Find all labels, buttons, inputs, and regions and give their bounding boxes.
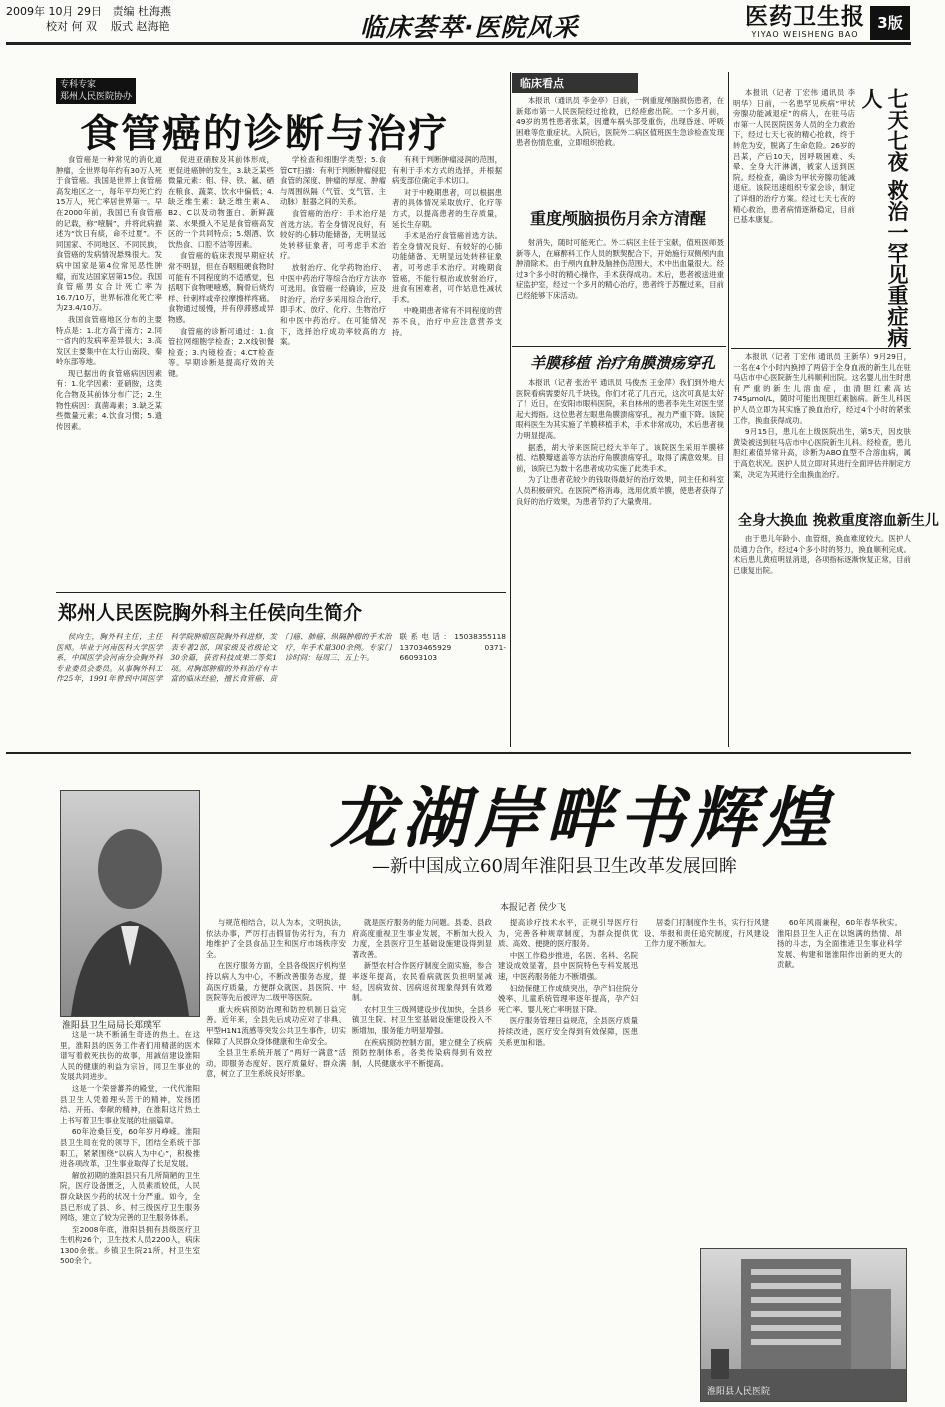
clinic-title-3: 羊膜移植 治疗角膜溃疡穿孔: [530, 354, 716, 372]
feature-paragraph: 解放初期的淮阳县只有几所简陋的卫生院，医疗设备匮乏，人员素质较低，人民群众缺医少药的状况十分严重。如今，全县已形成了县、乡、村三级医疗卫生服务网络，建立了较为完善的卫生服务体系。: [60, 1170, 200, 1223]
masthead: [745, 4, 865, 39]
right-story-2-cont: [733, 534, 911, 746]
section-title: 临床荟萃·医院风采: [360, 13, 579, 42]
page-number-badge: 3版: [870, 6, 910, 40]
profile-text: [56, 632, 506, 744]
right-rule-left: [728, 72, 729, 747]
masthead-pinyin: YIYAO WEISHENG BAO: [751, 30, 859, 39]
feature-paragraph: 居委门打制度作生书，实行行风建设、举报和责任追究制度，行风建设工作力度不断加大。: [644, 918, 769, 949]
right-story-2: [733, 352, 911, 504]
feature-column-4: [498, 918, 638, 1400]
hospital-building-icon: [701, 1249, 906, 1401]
feature-paragraph: 与规范相结合，以人为本，文明执法，依法办事，严厉打击假冒伪劣行为，有力地维护了全县食品卫生和医疗市场秩序安全。: [206, 918, 346, 959]
layout-label: 版式: [111, 20, 133, 33]
feature-column-1: [60, 1030, 200, 1400]
feature-column-2: [206, 918, 346, 1400]
feature-paragraph: 农村卫生三级网建设步伐加快，全县乡镇卫生院、村卫生室基础设施建设投入不断增加，服务能力明显增强。: [352, 1004, 492, 1035]
article-column-1: [56, 155, 162, 587]
feature-paragraph: 重大疾病预防治理和防控机制日益完善。近年来，全县先后成功应对了非典、甲型H1N1流感等突发公共卫生事件，切实保障了人民群众身体健康和生命安全。: [206, 1004, 346, 1046]
feature-column-5: [644, 918, 902, 1243]
right-paragraph: 由于患儿年龄小、血管细，换血难度较大。医护人员通力合作，经过4个多小时的努力，换血顺利完成。术后患儿黄疸明显消退，各项指标逐渐恢复正常，目前已康复出院。: [733, 534, 911, 575]
clinic-divider: [512, 346, 726, 347]
right-title-2: 全身大换血 挽救重度溶血新生儿: [738, 513, 939, 529]
masthead-title: 医药卫生报: [745, 4, 865, 30]
profile-rule-top: [56, 592, 506, 593]
right-title-1: 七天七夜 救治一罕见重症病人: [859, 88, 909, 348]
clinic-story-1: [516, 96, 724, 194]
article-paragraph: 放射治疗、化学药物治疗、中医中药治疗等综合治疗方法亦可选用。食管癌一经确诊，应及时治疗，治疗多采用综合治疗，即手术、放疗、化疗、生物治疗和中医中药治疗。在可能情况下，选择治疗成功率较高的方案。: [280, 262, 386, 347]
profile-paragraph: 侯向生，胸外科主任，主任医师。毕业于河南医科大学医学系，中国医学会河南分会胸外科专业委员会委员。从事胸外科工作25年，1991年曾到中国医学科学院肿瘤医院胸外科进修，发表专著2部，国家级及省级论文30余篇，获省科技成果二等奖1项。对胸部肿瘤的外科治疗有丰富的临床经验，擅长食管癌、贲门癌、肺癌、纵隔肿瘤的手术治疗，年手术量300余例。专家门诊时间：每周三、五上午。: [56, 632, 392, 684]
clinic-paragraph: 本报讯（记者 张治平 通讯员 马俊杰 王金萍）我们到外地大医院看病需要好几千块钱，你们才花了几百元，这次可真是太好了！近日，在安阳市眼科医院，来自林州的患者李先生对医生竖起大拇指。这位患者左眼患角膜溃疡穿孔，视力严重下降。该院眼科医生为其实施了羊膜移植手术，手术非常成功，术后患者视力明显提高。: [516, 378, 724, 440]
feature-paragraph: 医疗服务管理日益规范，全县医疗质量持续改进，医疗安全得到有效保障，医患关系更加和谐。: [498, 1016, 638, 1047]
article-paragraph: 有利于判断肿瘤浸润的范围，有利于手术方式的选择，并根据病变部位确定手术切口。: [392, 155, 502, 186]
clinic-label: 临床看点: [512, 73, 638, 93]
article-paragraph: 对于中晚期患者，可以根据患者的具体情况采取放疗、化疗等方式，以提高患者的生存质量，延长生存期。: [392, 187, 502, 229]
feature-paragraph: 在医疗服务方面，全县各级医疗机构坚持以病人为中心，不断改善服务态度，提高医疗质量，方便群众就医。县医院、中医院等先后被评为二级甲等医院。: [206, 961, 346, 1003]
article-paragraph: 促进亚硝胺及其前体形成，更促进癌肿的发生，3.缺乏某些微量元素：钼、锌、铁、氟、硒在粮食、蔬菜、饮水中偏低；4.缺乏维生素：缺乏维生素A、B2、C以及动物蛋白、新鲜蔬菜、水果摄入不足是食管癌高发区的一个共同特点；5.烟酒、饮饮热食、口腔不洁等因素。: [168, 155, 274, 249]
right-paragraph: 本报讯（记者 丁宏伟 通讯员 李明华）日前，一名患罕见疾病“甲状旁腺功能减退症”的病人，在驻马店市第一人民医院医务人员的全力救治下，经过七天七夜的精心抢救，终于转危为安，脱离了生命危险。26岁的吕某，产后10天，因呼吸困难、头晕、全身大汗淋漓，被家人送到医院。经检查，确诊为甲状旁腺功能减退症。该院迅速组织专家会诊，制定了详细的治疗方案。经过七天七夜的精心救治，患者病情逐渐稳定，目前已基本康复。: [733, 88, 855, 225]
column-tag: [56, 78, 136, 104]
feature-subtitle: —新中国成立60周年淮阳县卫生改革发展回眸: [372, 856, 737, 877]
issue-date: 2009年 10月 29日: [6, 5, 102, 18]
feature-rule-top: [6, 752, 911, 754]
article-paragraph: 中晚期患者常有不同程度的营养不良，治疗中应注意营养支持。: [392, 306, 502, 337]
article-paragraph: 学检查和细胞学类型；5.食管CT扫描：有利于判断肿瘤侵犯食管的深度、肿瘤的厚度、肿瘤与周围纵隔（气管、支气管、主动脉）脏器之间的关系。: [280, 155, 386, 207]
right-paragraph: 9月15日，患儿在上级医院出生，第5天，因皮肤黄染被送到驻马店市中心医院新生儿科。经检查，患儿胆红素值异常升高，诊断为ABO血型不合溶血病，属于高危状况。医护人员立即对其进行全面评估并制定方案，决定为其进行全血换血治疗。: [733, 427, 911, 479]
clinic-story-3: [516, 378, 724, 748]
feature-paragraph: 全县卫生系统开展了“两好一满意”活动，即服务态度好、医疗质量好、群众满意，树立了卫生系统良好形象。: [206, 1048, 346, 1079]
feature-byline: 本报记者 侯少飞: [500, 903, 566, 913]
right-paragraph: 本报讯（记者 丁宏伟 通讯员 王新华）9月29日，一名在4个小时内换掉了两倍于全身血液的新生儿在驻马店市中心医院新生儿科顺利出院。这名婴儿出生时患有严重的新生儿溶血症，血清胆红素高达745μmol/L，随时可能出现胆红素脑病。新生儿科医护人员立即为其实施了换血治疗，经过4个小时的紧张工作，换血获得成功。: [733, 352, 911, 425]
clinic-title-2: 重度颅脑损伤月余方清醒: [530, 209, 707, 228]
feature-paragraph: 提高诊疗技术水平，正规引导医疗行为，完善各种规章制度，为群众提供优质、高效、便捷的医疗服务。: [498, 918, 638, 949]
article-title: 食管癌的诊断与治疗: [80, 112, 450, 157]
proof-name: 何 双: [71, 20, 97, 33]
feature-paragraph: 在疾病预防控制方面，建立健全了疾病预防控制体系，各类传染病得到有效控制，人民健康水平不断提高。: [352, 1037, 492, 1068]
article-column-2: [168, 155, 274, 587]
feature-paragraph: 中医工作稳步推进，名医、名科、名院建设成效显著，县中医院特色专科发展迅速，中医药服务能力不断增强。: [498, 950, 638, 981]
article-paragraph: 食管癌的诊断可通过：1.食管拉网细胞学检查；2.X线钡餐检查；3.内镜检查；4.CT检查等。早期诊断是提高疗效的关键。: [168, 326, 274, 378]
right-story-1: [733, 88, 855, 343]
person-portrait-icon: [61, 791, 199, 1016]
article-paragraph: 我国食管癌地区分布的主要特点是：1.北方高于南方；2.同一省内的发病率差异很大；3.高发区主要集中在太行山南段、秦岭东部等地。: [56, 314, 162, 367]
header-rule: [6, 42, 911, 45]
feature-paragraph: 新型农村合作医疗制度全面实施，参合率逐年提高，农民看病就医负担明显减轻，因病致贫、因病返贫现象得到有效遏制。: [352, 961, 492, 1003]
feature-paragraph: 就是医疗服务的能力问题。县委、县政府高度重视卫生事业发展，不断加大投入力度，全县医疗卫生基础设施建设得到显著改善。: [352, 918, 492, 959]
article-column-3: [280, 155, 386, 587]
header-meta: [6, 4, 266, 34]
editor-label: 责编: [112, 5, 135, 18]
profile-contact: 联系电话：15038355118 13703465929 0371-66093103: [399, 632, 506, 663]
clinic-story-2: [516, 238, 724, 338]
feature-paragraph: 这是一块不断涌生奇迹的热土。在这里，淮阳县的医务工作者们用精湛的医术谱写着救死扶伤的故事，用誠信建设淮阳人民的健康的利益为宗旨，同卫生事业的发展共同进步。: [60, 1030, 200, 1082]
article-paragraph: 食管癌的临床表现早期症状常不明显，但在吞咽粗硬食物时可能有不同程度的不适感觉，包括咽下食物哽噎感，胸骨后烧灼样、针刺样或牵拉摩擦样疼痛。食物通过缓慢，并有停滞感或异物感。: [168, 251, 274, 324]
feature-title: 龙湖岸畔书辉煌: [330, 779, 834, 857]
feature-paragraph: 妇幼保健工作成绩突出，孕产妇住院分娩率、儿童系统管理率逐年提高，孕产妇死亡率、婴儿死亡率明显下降。: [498, 983, 638, 1014]
clinic-rule-left: [510, 72, 511, 747]
article-column-4: [392, 155, 502, 587]
feature-paragraph: 60年沧桑巨变，60年岁月峥嵘。淮阳县卫生局在党的领导下，团结全系统干部职工，紧紧围绕“以病人为中心”，积极推进各项改革，卫生事业取得了长足发展。: [60, 1127, 200, 1169]
profile-title: 郑州人民医院胸外科主任侯向生简介: [58, 602, 363, 624]
clinic-paragraph: 为了让患者花较少的钱取得最好的治疗效果，同主任和科室人员积极研究。在医院严格消毒，选用优质羊膜，使患者获得了良好的治疗效果，为患者节约了大量费用。: [516, 475, 724, 506]
clinic-paragraph: 据悉，胡大爷来医院已经大半年了。该院医生采用羊膜移植、结膜瓣遮盖等方法治疗角膜溃疡穿孔，取得了满意效果。目前，该院已为数十名患者成功实施了此类手术。: [516, 442, 724, 473]
feature-paragraph: 至2008年底，淮阳县拥有县级医疗卫生机构26个，卫生技术人员2200人，病床1300余张。乡镇卫生院21所，村卫生室500余个。: [60, 1224, 200, 1266]
article-paragraph: 手术是治疗食管癌首选方法。若全身情况良好、有较好的心肺功能储备、无明显远处转移征象者，可考虑手术治疗。对晚期食管癌，不能行根治或放射治疗，进食有困难者，可作姑息性减状手术。: [392, 231, 502, 304]
layout-name: 赵海艳: [136, 20, 170, 33]
hospital-photo-caption: 淮阳县人民医院: [707, 1387, 771, 1397]
proof-label: 校对: [46, 20, 68, 33]
feature-column-3: [352, 918, 492, 1400]
feature-paragraph: 这是一个荣誉蕃养的殿堂，一代代淮阳县卫生人凭着理头苦干的精神，发扬团结、开拓、奉献的精神，在淮阳这片热土上书写着卫生事业发展的壮丽篇章。: [60, 1083, 200, 1125]
portrait-caption: 淮阳县卫生局局长郑璞军: [62, 1021, 162, 1031]
article-paragraph: 食管癌的治疗：手术治疗是首选方法。若全身情况良好，有较好的心肺功能储备，无明显远处转移征象者，可考虑手术治疗。: [280, 208, 386, 261]
portrait-photo: [60, 790, 200, 1017]
column-tag-line1: 专科专家: [60, 80, 97, 90]
right-divider: [731, 348, 911, 349]
clinic-paragraph: 本报讯（通讯员 李金亭）日前，一例重度颅脑损伤患者，在新郑市第一人民医院经过抢救，已经痊愈出院。一个多月前，49岁的男性患者张某，因遭车祸头部受重伤，出现昏迷、呼吸困难等危重症状。入院后，医院外二病区值班医生急诊检查发现患者伤情危重，立即组织抢救。: [516, 96, 724, 148]
feature-paragraph: 60年风雨兼程，60年春华秋实。淮阳县卫生人正在以饱满的热情、昂扬的斗志，为全面推进卫生事业科学发展、构建和谐淮阳作出新的更大的贡献。: [777, 918, 902, 970]
article-paragraph: 食管癌是一种常见的消化道肿瘤，全世界每年约有30万人死于食管癌。我国是世界上食管癌高发地区之一，每年平均死亡约15万人，死亡率居世界第一。早在2000年前，我国已有食管癌的记载，称“噎膈”，并将此病描述为“饮日有痰，命不过夏”。不同国家、不同地区、不同民族，食管癌的发病情况悬殊很大。发病中国家是第4位常见恶性肿瘤，而发达国家居第15位。我国食管癌男女合计死亡率为16.7/10万，世界标准化死亡率为23.4/10万。: [56, 155, 162, 313]
clinic-paragraph: 射消失，随时可能死亡。外二病区主任于宝献，值班医师聂新等人，在麻醉科工作人员的默契配合下，开始施行双侧颅内血肿清除术。由于颅内血肿及脑挫伤范围大，术中出血量很大。经过3个多小时的精心操作，手术获得成功。术后，患者被送进重症监护室，经过一个多月的精心治疗，患者终于苏醒过来，目前已经能够下床活动。: [516, 238, 724, 300]
hospital-photo: [700, 1248, 907, 1402]
editor-name: 杜海燕: [137, 5, 171, 18]
article-paragraph: 现已据出的食管癌病因因素有：1.化学因素：亚硝胺，这类化合物及其前体分布广泛；2.生物性病因：真菌毒素；3.缺乏某些微量元素；4.饮食习惯；5.遗传因素。: [56, 368, 162, 431]
column-tag-line2: 郑州人民医院协办: [60, 92, 133, 102]
